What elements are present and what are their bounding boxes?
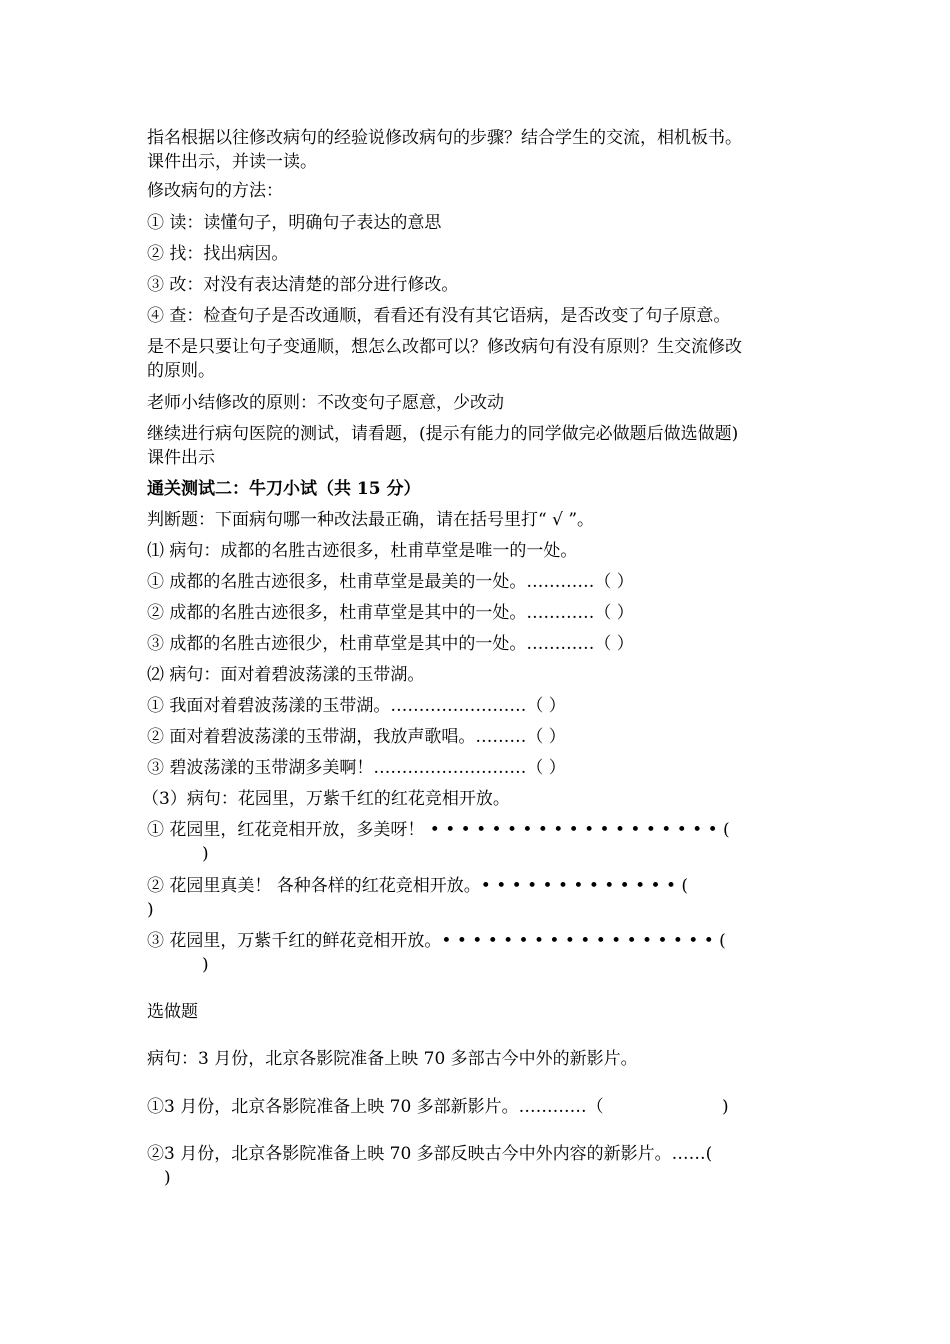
instruction-judgement: 判断题：下面病句哪一种改法最正确，请在括号里打“ √ ”。: [147, 510, 595, 530]
question-1-option-3: ③ 成都的名胜古迹很少，杜甫草堂是其中的一处。…………（ ）: [147, 634, 634, 654]
question-3-option-3: ③ 花园里，万紫千红的鲜花竞相开放。• • • • • • • • • • • • • • • • • • (: [147, 931, 726, 951]
method-revise: ③ 改：对没有表达清楚的部分进行修改。: [147, 275, 459, 295]
paragraph-courseware: 课件出示，并读一读。: [147, 152, 317, 172]
paragraph-steps-intro: 指名根据以往修改病句的经验说修改病句的步骤？结合学生的交流，相机板书。: [147, 128, 742, 148]
paragraph-courseware-2: 课件出示: [147, 448, 215, 468]
question-3-option-2: ② 花园里真美！ 各种各样的红花竞相开放。• • • • • • • • • • • • • (: [147, 876, 689, 896]
method-check: ④ 查：检查句子是否改通顺，看看还有没有其它语病，是否改变了句子原意。: [147, 306, 731, 326]
section-heading-test-two: 通关测试二：牛刀小试（共 15 分）: [147, 479, 421, 499]
method-find: ② 找：找出病因。: [147, 244, 289, 264]
question-3-option-1: ① 花园里，红花竞相开放，多美呀！ • • • • • • • • • • • • • • • • • • • (: [147, 820, 730, 840]
paragraph-principle-question: 是不是只要让句子变通顺，想怎么改都可以？修改病句有没有原则？生交流修改: [147, 337, 742, 357]
paragraph-teacher-summary: 老师小结修改的原则：不改变句子愿意，少改动: [147, 393, 504, 413]
question-1-option-1: ① 成都的名胜古迹很多，杜甫草堂是最美的一处。…………（ ）: [147, 572, 634, 592]
optional-section-heading: 选做题: [147, 1002, 198, 1022]
optional-option-2-close-paren: ): [164, 1168, 171, 1188]
question-2-sentence: ⑵ 病句：面对着碧波荡漾的玉带湖。: [147, 665, 425, 685]
question-3-option-3-close-paren: ): [202, 955, 209, 975]
question-1-option-2: ② 成都的名胜古迹很多，杜甫草堂是其中的一处。…………（ ）: [147, 603, 634, 623]
paragraph-principle-question-cont: 的原则。: [147, 361, 215, 381]
optional-option-1-close-paren: ): [722, 1097, 729, 1117]
question-3-sentence: （3）病句：花园里，万紫千红的红花竞相开放。: [142, 789, 510, 809]
question-1-sentence: ⑴ 病句：成都的名胜古迹很多，杜甫草堂是唯一的一处。: [147, 541, 578, 561]
question-2-option-2: ② 面对着碧波荡漾的玉带湖，我放声歌唱。………（ ）: [147, 727, 566, 747]
question-3-option-2-close-paren: ): [147, 900, 154, 920]
question-2-option-3: ③ 碧波荡漾的玉带湖多美啊！………………………（ ）: [147, 758, 566, 778]
optional-question-sentence: 病句：3 月份，北京各影院准备上映 70 多部古今中外的新影片。: [147, 1049, 638, 1069]
question-3-option-1-close-paren: ): [202, 844, 209, 864]
question-2-option-1: ① 我面对着碧波荡漾的玉带湖。……………………（ ）: [147, 696, 566, 716]
optional-option-1: ①3 月份，北京各影院准备上映 70 多部新影片。…………（: [147, 1097, 604, 1117]
methods-heading: 修改病句的方法：: [147, 181, 283, 201]
method-read: ① 读：读懂句子，明确句子表达的意思: [147, 213, 442, 233]
optional-option-2: ②3 月份，北京各影院准备上映 70 多部反映古今中外内容的新影片。……(: [147, 1144, 713, 1164]
paragraph-continue-test: 继续进行病句医院的测试，请看题，(提示有能力的同学做完必做题后做选做题): [147, 424, 739, 444]
